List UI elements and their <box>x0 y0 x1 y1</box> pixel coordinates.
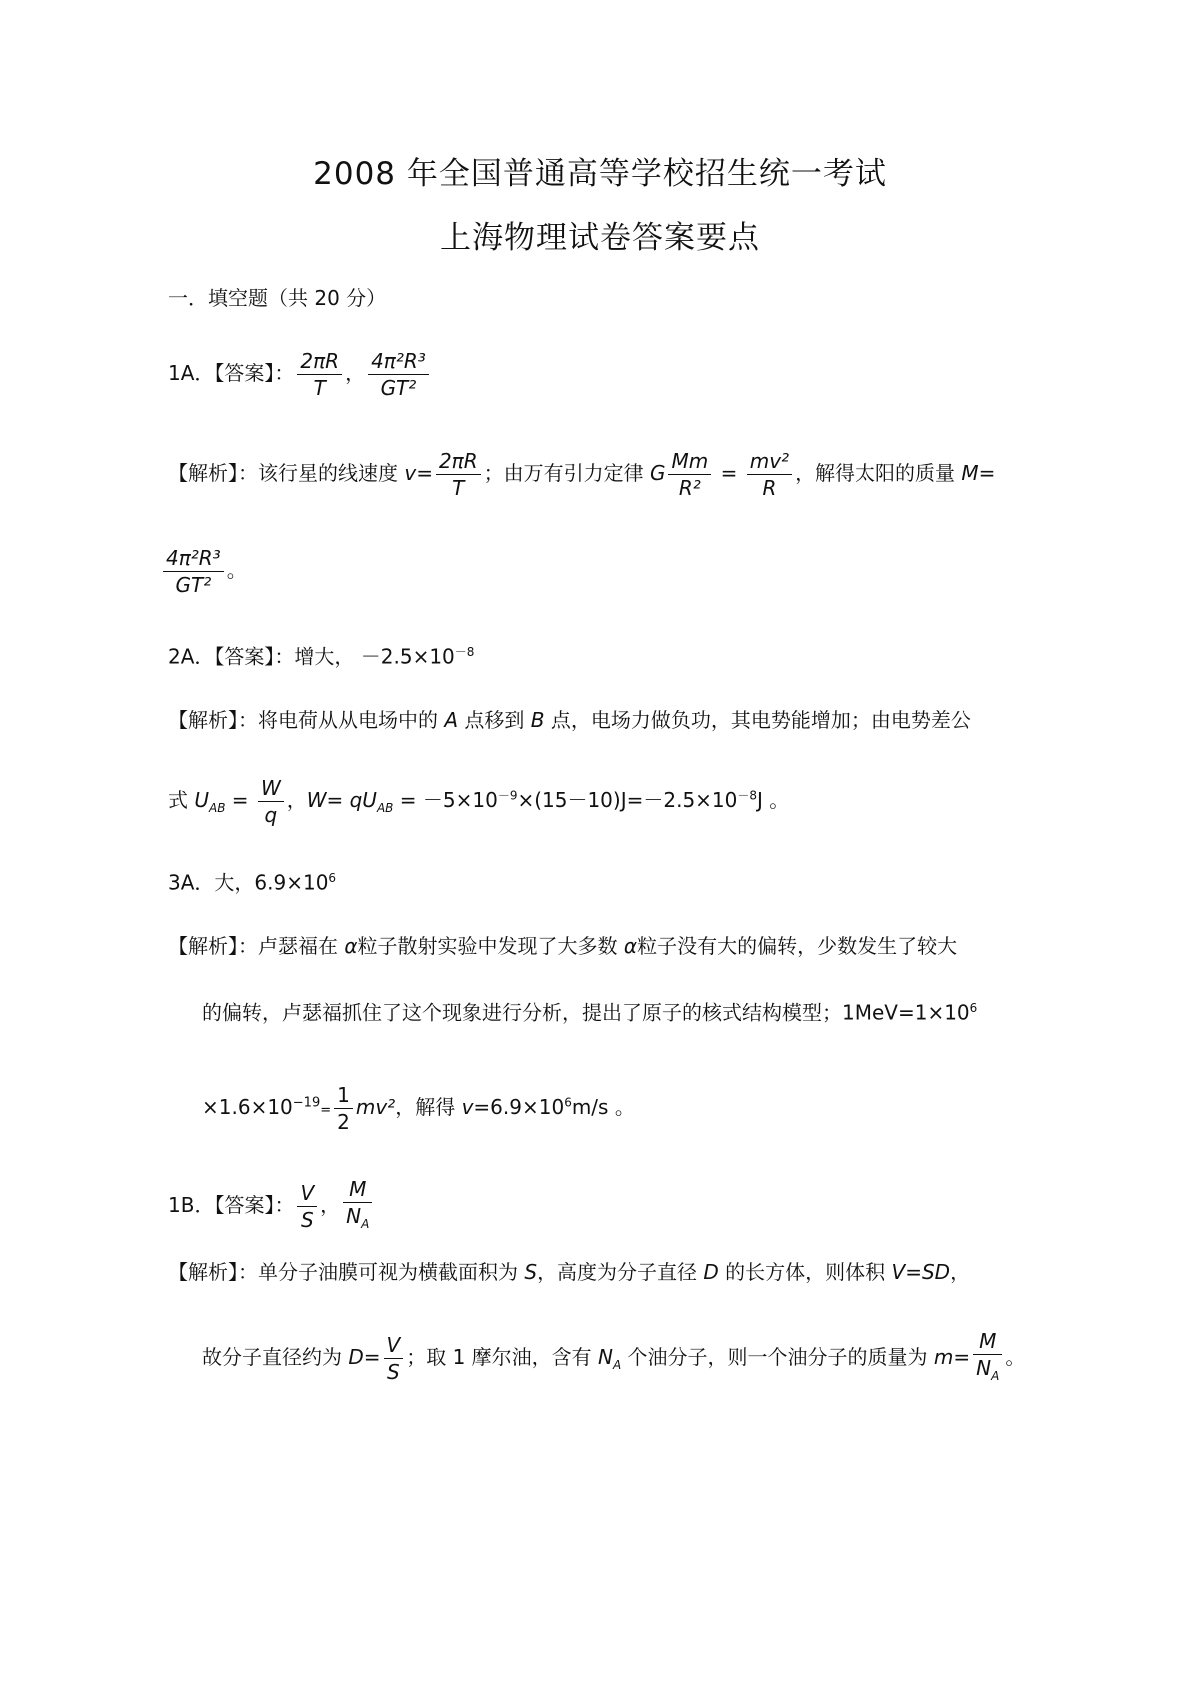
q1a-centripetal-numerator: mv² <box>747 448 792 475</box>
q1b-line2-frac1-numerator: V <box>384 1332 404 1359</box>
q3a-text-2: 粒子散射实验中发现了大多数 <box>357 934 624 958</box>
q1a-v-eq: v= <box>404 461 433 485</box>
q1a-vel-denominator: T <box>452 476 465 500</box>
q1a-frac2-numerator: 4π²R³ <box>368 348 429 375</box>
q3a-line3-e: =6.9×10 <box>473 1095 565 1119</box>
q1b-fraction-1 <box>297 1180 317 1233</box>
q1b-fraction-2 <box>343 1176 372 1237</box>
q2a-u: U <box>194 788 209 812</box>
q1b-answer <box>168 1176 375 1237</box>
q2a-analysis <box>168 710 971 730</box>
q1b-analysis-line-2 <box>202 1328 1025 1389</box>
q1a-frac1-numerator: 2πR <box>297 348 342 375</box>
q3a-answer-exponent: 6 <box>328 871 337 885</box>
q3a-line3-mv2: mv² <box>355 1095 396 1119</box>
q1a-M-eq: M= <box>961 461 996 485</box>
q2a-text-4: ， <box>286 788 307 812</box>
q1a-mass-numerator: 4π²R³ <box>163 545 224 572</box>
q1b-separator: ， <box>320 1193 341 1217</box>
q1b-frac1-denominator: S <box>300 1208 314 1232</box>
q3a-analysis-line-2 <box>202 1002 977 1023</box>
q1b-text-3: 的长方体，则体积 <box>718 1260 892 1284</box>
q1a-equals: = <box>720 461 738 485</box>
q1b-line2-frac2-numerator: M <box>973 1328 1002 1355</box>
q1a-centripetal-fraction <box>747 448 792 501</box>
q1b-line2-frac2-den-n: N <box>976 1356 992 1380</box>
q1b-frac2-numerator: M <box>343 1176 372 1203</box>
q1a-gravity-denominator: R² <box>678 476 701 500</box>
q1a-answer <box>168 348 432 401</box>
q1a-text-1: 该行星的线速度 <box>258 461 405 485</box>
q1b-line2-c: 个油分子，则一个油分子的质量为 <box>621 1345 934 1369</box>
q2a-point-b: B <box>530 708 545 732</box>
q1a-text-3: ，解得太阳的质量 <box>795 461 962 485</box>
q1b-line2-end: 。 <box>1005 1345 1026 1369</box>
q2a-answer <box>168 646 474 667</box>
q2a-answer-exponent: －8 <box>454 645 475 659</box>
q3a-line3-equals: = <box>320 1103 332 1118</box>
q1a-vel-numerator: 2πR <box>436 448 481 475</box>
q1a-mass-denominator: GT² <box>175 573 212 597</box>
q3a-analysis-label: 【解析】： <box>168 934 258 958</box>
q3a-line2-text: 的偏转，卢瑟福抓住了这个现象进行分析，提出了原子的核式结构模型；1MeV=1×10 <box>202 1000 970 1025</box>
q1b-line2-frac1-denominator: S <box>387 1360 400 1384</box>
q1a-frac2-denominator: GT² <box>380 376 417 400</box>
q1b-line2-frac2-denominator <box>973 1355 1002 1389</box>
q1a-centripetal-denominator: R <box>762 476 777 500</box>
q1b-line2-d-eq: D= <box>348 1345 381 1369</box>
q3a-alpha-2: α <box>623 934 638 958</box>
q2a-exponent-1: －9 <box>497 788 518 803</box>
q2a-answer-text: 2A．【答案】：增大， －2.5×10 <box>168 644 455 669</box>
q3a-half-denominator: 2 <box>337 1110 350 1134</box>
q3a-half-numerator: 1 <box>334 1082 353 1109</box>
q1a-mass-fraction <box>163 545 224 598</box>
q3a-line3-v: v <box>461 1095 474 1119</box>
q1a-separator: ， <box>345 361 366 385</box>
q2a-potential-fraction <box>258 775 284 828</box>
q1b-d: D <box>703 1260 719 1284</box>
q3a-analysis <box>168 936 957 956</box>
q3a-line3-f: m/s 。 <box>571 1095 635 1119</box>
q1b-text-4: ， <box>950 1260 971 1284</box>
q3a-text-3: 粒子没有大的偏转，少数发生了较大 <box>637 934 958 958</box>
q2a-analysis-label: 【解析】： <box>168 708 258 732</box>
q3a-alpha-1: α <box>344 934 358 958</box>
q3a-answer-text: 3A．大，6.9×10 <box>168 870 329 895</box>
q1b-line2-n: N <box>598 1345 613 1369</box>
q2a-text-3: 点，电场力做负功，其电势能增加；由电势差公 <box>544 708 971 732</box>
q2a-text-1: 将电荷从从电场中的 <box>258 708 445 732</box>
q1a-frac1-denominator: T <box>313 376 326 400</box>
q3a-line3-c: ，解得 <box>395 1095 462 1119</box>
q1b-frac2-denominator <box>343 1203 372 1237</box>
q1b-answer-prefix: 1B．【答案】： <box>168 1193 295 1217</box>
q3a-line2-exponent: 6 <box>969 1001 978 1015</box>
q3a-line3-a: ×1.6×10 <box>202 1095 293 1119</box>
q3a-line3-exponent: −19 <box>292 1095 321 1111</box>
q1b-analysis <box>168 1262 970 1282</box>
q2a-frac-denominator: q <box>264 803 278 827</box>
q1b-analysis-label: 【解析】： <box>168 1260 258 1284</box>
q2a-ab-subscript: AB <box>209 801 226 815</box>
q1b-s: S <box>524 1260 538 1284</box>
q3a-line3-exponent-2: 6 <box>564 1095 572 1110</box>
q1a-analysis-result <box>160 545 247 598</box>
q2a-text-6: ×(15－10)J=－2.5×10 <box>517 788 738 812</box>
page-title: 2008 年全国普通高等学校招生统一考试 <box>313 156 887 192</box>
q3a-text-1: 卢瑟福在 <box>258 934 345 958</box>
q1a-velocity-fraction <box>436 448 481 501</box>
page-subtitle: 上海物理试卷答案要点 <box>440 220 760 256</box>
q3a-half-fraction <box>334 1082 353 1135</box>
q1a-G: G <box>649 461 666 485</box>
q1a-text-2: ；由万有引力定律 <box>483 461 650 485</box>
q1a-fraction-1 <box>297 348 342 401</box>
q1a-analysis <box>168 448 995 501</box>
q1b-line2-m-eq: m= <box>933 1345 971 1369</box>
q2a-point-a: A <box>444 708 459 732</box>
q3a-analysis-line-3 <box>202 1082 635 1135</box>
q1b-vsd: V=SD <box>891 1260 951 1284</box>
q1b-frac2-den-n: N <box>346 1204 362 1228</box>
q1b-frac2-den-sub: A <box>361 1217 370 1231</box>
q2a-frac-numerator: W <box>258 775 284 802</box>
q1a-analysis-label: 【解析】： <box>168 461 258 485</box>
q3a-answer <box>168 872 336 893</box>
q2a-w-eq: W= qU <box>306 788 377 812</box>
q1b-line2-fraction-2 <box>973 1328 1002 1389</box>
q1b-line2-a: 故分子直径约为 <box>202 1345 349 1369</box>
q1b-text-2: ，高度为分子直径 <box>537 1260 704 1284</box>
q1b-line2-fraction-1 <box>384 1332 404 1385</box>
section-heading: 一．填空题（共 20 分） <box>168 286 387 310</box>
q2a-equals: = <box>225 788 255 812</box>
q2a-formula-line <box>168 775 789 828</box>
q2a-text-2: 点移到 <box>458 708 531 732</box>
q1b-frac1-numerator: V <box>297 1180 317 1207</box>
q2a-ab-subscript-2: AB <box>376 801 394 815</box>
q2a-formula-prefix: 式 <box>168 788 195 812</box>
q1a-fraction-2 <box>368 348 429 401</box>
q1b-line2-n-sub: A <box>612 1358 622 1372</box>
q2a-text-5: = －5×10 <box>393 788 498 812</box>
q1a-period: 。 <box>226 558 247 582</box>
q2a-text-7: J 。 <box>757 788 790 812</box>
q1a-gravity-fraction <box>668 448 711 501</box>
q1b-line2-frac2-den-sub: A <box>991 1369 1000 1383</box>
q1b-text-1: 单分子油膜可视为横截面积为 <box>258 1260 525 1284</box>
q1a-answer-prefix: 1A．【答案】： <box>168 361 295 385</box>
q1a-gravity-numerator: Mm <box>668 448 711 475</box>
q1b-line2-b: ；取 1 摩尔油，含有 <box>406 1345 599 1369</box>
q2a-exponent-2: －8 <box>737 788 758 803</box>
